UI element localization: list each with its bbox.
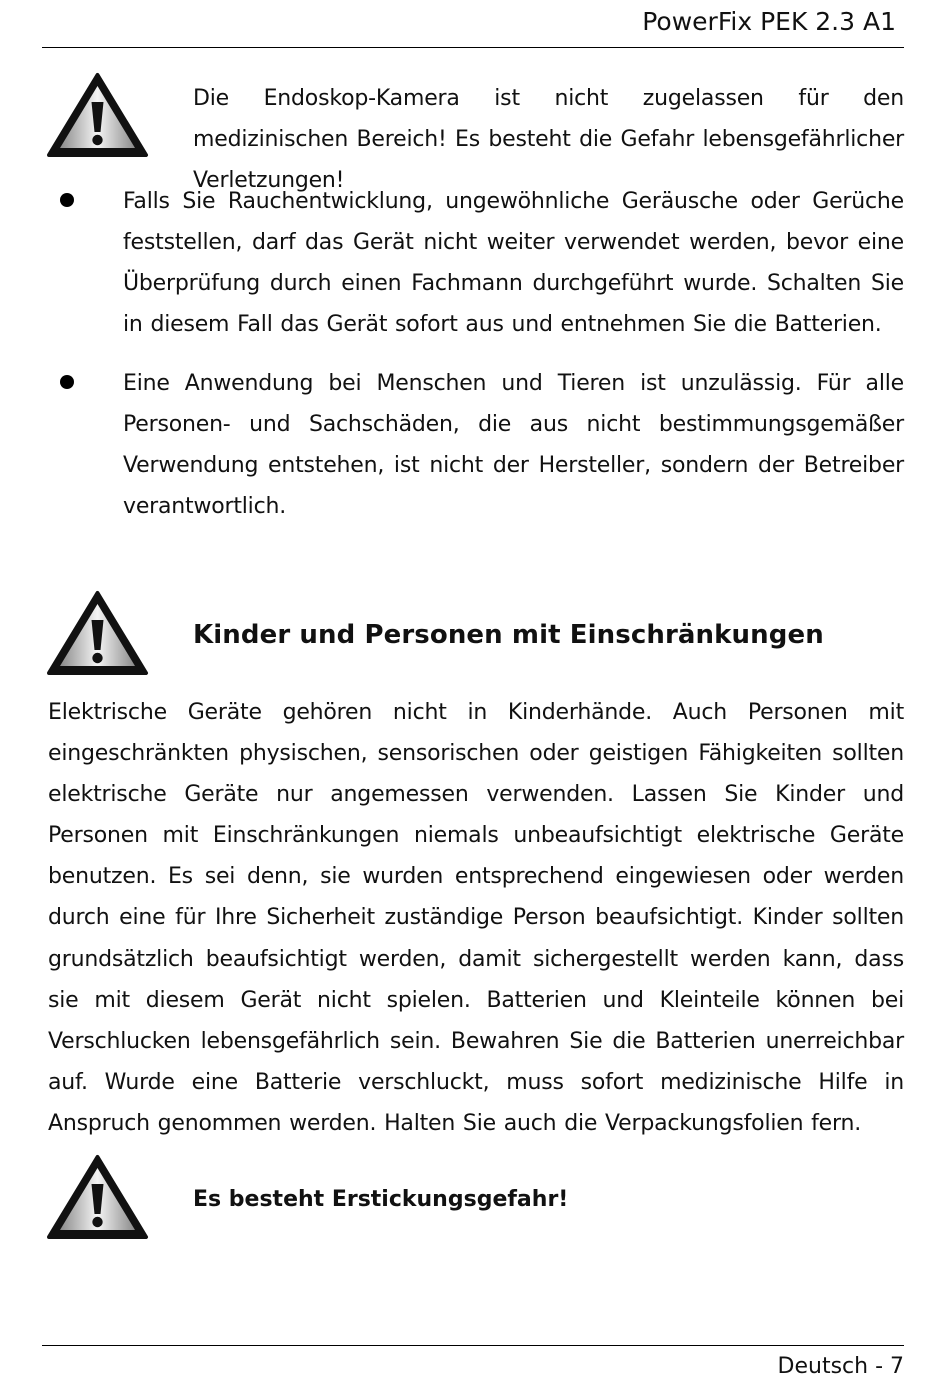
warning-triangle-icon — [46, 72, 149, 159]
choking-warning-text: Es besteht Erstickungsgefahr! — [193, 1187, 569, 1212]
header-divider — [42, 47, 904, 48]
document-header-title: PowerFix PEK 2.3 A1 — [642, 7, 896, 36]
bullet-marker — [60, 375, 74, 389]
bullet-item-usage: Eine Anwendung bei Menschen und Tieren ist unzulässig. Für alle Personen- und Sachschäden, die aus nicht bestimmungsgemäßer Verwendung entstehen, ist nicht der Hersteller, sondern der Betreiber verantwortlich. — [123, 371, 904, 519]
section-heading: Kinder und Personen mit Einschränkungen — [193, 620, 824, 650]
bullet-item-smoke: Falls Sie Rauchentwicklung, ungewöhnliche Geräusche oder Gerüche feststellen, darf das Gerät nicht weiter verwendet werden, bevor eine Überprüfung durch einen Fachmann durchgeführt wurde. Schalten Sie in diesem Fall das Gerät sofort aus und entnehmen Sie die Batterien. — [123, 189, 904, 337]
warning-triangle-icon — [46, 1154, 149, 1241]
warning-intro-text: Die Endoskop-Kamera ist nicht zugelassen für den medizinischen Bereich! Es besteht die Gefahr lebensgefährlicher Verletzungen! — [193, 86, 904, 193]
page-number: Deutsch - 7 — [777, 1354, 904, 1379]
footer-divider — [42, 1345, 904, 1346]
section-paragraph: Elektrische Geräte gehören nicht in Kinderhände. Auch Personen mit eingeschränkten physischen, sensorischen oder geistigen Fähigkeiten sollten elektrische Geräte nur angemessen verwenden. Lassen Sie Kinder und Personen mit Einschränkungen niemals unbeaufsichtigt elektrische Geräte benutzen. Es sei denn, sie wurden entsprechend eingewiesen oder werden durch eine für Ihre Sicherheit zuständige Person beaufsichtigt. Kinder sollten grundsätzlich beaufsichtigt werden, damit sichergestellt werden kann, dass sie mit diesem Gerät nicht spielen. Batterien und Kleinteile können bei Verschlucken lebensgefährlich sein. Bewahren Sie die Batterien unerreichbar auf. Wurde eine Batterie verschluckt, muss sofort medizinische Hilfe in Anspruch genommen werden. Halten Sie auch die Verpackungsfolien fern. — [48, 700, 904, 1136]
bullet-marker — [60, 193, 74, 207]
warning-triangle-icon — [46, 590, 149, 677]
